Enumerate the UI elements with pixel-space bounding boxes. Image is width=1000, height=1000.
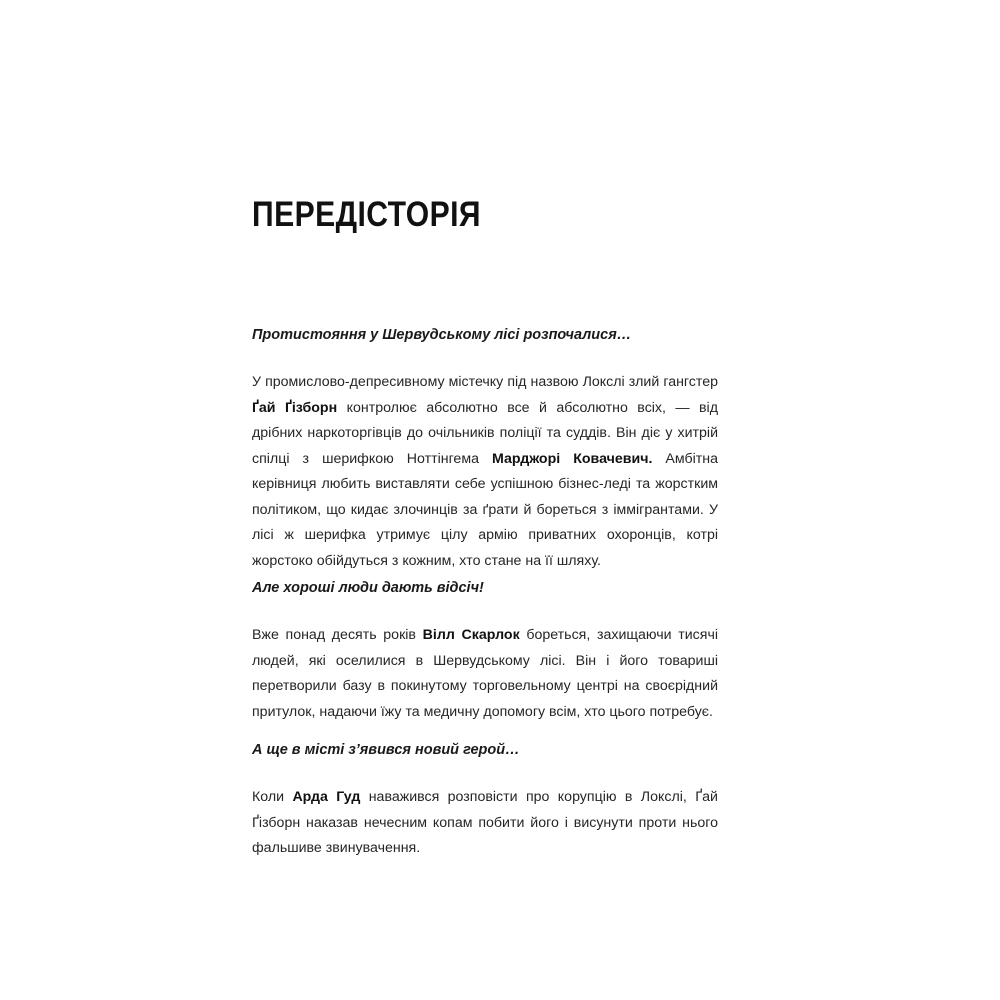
character-name-kovachevich: Марджорі Ковачевич.: [492, 450, 653, 467]
paragraph-1: [252, 370, 718, 574]
character-name-gisborne: Ґай Ґізборн: [252, 399, 338, 416]
character-name-scarlock: Вілл Скарлок: [422, 627, 520, 643]
section-lead-2: Але хороші люди дають відсіч!: [252, 580, 484, 596]
page-title: ПЕРЕДІСТОРІЯ: [252, 195, 481, 234]
paragraph-1-text-b: контролює абсолютно все й абсолютно всіх, — від дрібних наркоторгівців до очільників поліції та суддів. Він діє у хитрій спілці з шерифкою Ноттінгема: [252, 399, 718, 467]
paragraph-1-text-a: У промислово-депресивному містечку під назвою Локслі злий гангстер: [252, 374, 718, 390]
paragraph-3-text-b: наважився розповісти про корупцію в Локслі, Ґай Ґізборн наказав нечесним копам побити його і висунути проти нього фальшиве звинувачення.: [252, 789, 718, 856]
section-lead-3: А ще в місті з’явився новий герой…: [252, 742, 520, 758]
paragraph-3: [252, 785, 718, 862]
paragraph-2: [252, 623, 718, 725]
paragraph-2-text-a: Вже понад десять років: [252, 627, 423, 643]
character-name-arda-hood: Арда Гуд: [292, 789, 361, 805]
paragraph-3-text-a: Коли: [252, 789, 293, 805]
book-page: [252, 0, 718, 1000]
paragraph-1-text-c: Амбітна керівниця любить виставляти себе успішною бізнес-леді та жорстким політиком, що кидає злочинців за ґрати й бореться з іммігрантами. У лісі ж шерифка утримує цілу армію приватних охоронців, котрі жорстоко обійдуться з кожним, хто стане на її шляху.: [252, 450, 718, 569]
section-lead-1: Протистояння у Шервудському лісі розпочалися…: [252, 327, 632, 343]
paragraph-2-text-b: бореться, захищаючи тисячі людей, які оселилися в Шервудському лісі. Він і його товариші перетворили базу в покинутому торговельному центрі на своєрідний притулок, надаючи їжу та медичну допомогу всім, хто цього потребує.: [252, 627, 718, 720]
